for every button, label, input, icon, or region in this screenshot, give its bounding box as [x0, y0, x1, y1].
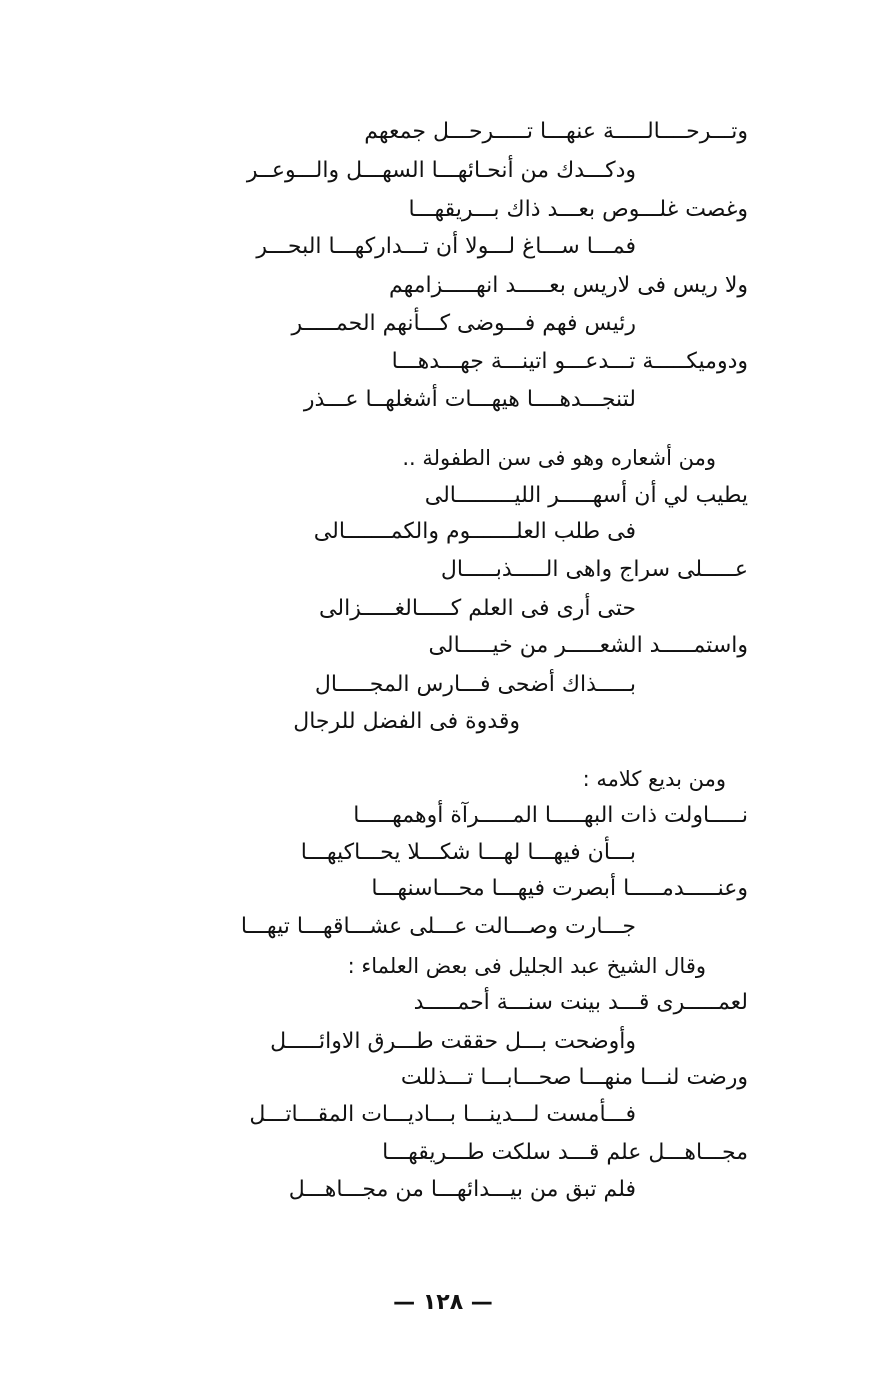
poem4-line-2: وأوضحت بـــل حققت طـــرق الاوائـــــل	[270, 1029, 636, 1054]
poem1-line-5: ولا ريس فى لاريس بعـــــد انهـــــزامهم	[388, 273, 748, 298]
poem1-line-6: رئيس فهم فـــوضى كـــأنهم الحمـــــر	[291, 311, 636, 336]
poem1-line-2: ودكـــدك من أنحـائهـــا السهـــل والـــوعــر	[246, 158, 636, 183]
poem4-line-4: فـــأمست لـــدينـــا بـــاديـــات المقـــاتـــل	[249, 1102, 636, 1127]
poem4-line-6: فلم تبق من بيـــدائهـــا من مجـــاهـــل	[288, 1177, 636, 1202]
poem1-line-8: لتنجـــدهــــا هيهـــات أشغلهــا عـــذر	[303, 387, 636, 412]
poem1-line-1: وتـــرحــــالـــــة عنهـــا تـــــرحـــل جمعهم	[364, 119, 748, 144]
section-heading-abduljalil: وقال الشيخ عبد الجليل فى بعض العلماء :	[347, 954, 706, 978]
poem2-line-6: بـــــذاك أضحى فـــارس المجـــــال	[314, 672, 636, 697]
poem2-line-5: واستمـــــد الشعـــــر من خيـــــالى	[428, 633, 748, 658]
poem4-line-3: ورضت لنـــا منهـــا صحـــابـــا تـــذللت	[400, 1065, 748, 1090]
poem2-line-3: عـــــلى سراج واهى الـــــذبـــــال	[440, 557, 748, 582]
poem2-closing-line: وقدوة فى الفضل للرجال	[293, 709, 520, 734]
section-heading-eloquence: ومن بديع كلامه :	[582, 767, 726, 791]
poem3-line-2: بـــأن فيهـــا لهـــا شكـــلا يحـــاكيهـــا	[300, 840, 636, 865]
poem4-line-5: مجـــاهـــل علم قـــد سلكت طـــريقهـــا	[382, 1140, 748, 1165]
poem1-line-3: وغصت غلـــوص بعـــد ذاك بـــريقهـــا	[408, 197, 748, 222]
poem3-line-1: نـــــاولت ذات البهـــــا المـــــرآة أوهمهـــــا	[353, 803, 748, 828]
poem1-line-4: فمـــا ســـاغ لـــولا أن تـــداركهـــا البحـــر	[256, 234, 636, 259]
poem3-line-3: وعنـــــدمـــــا أبصرت فيهـــا محـــاسنهـــا	[371, 876, 748, 901]
poem4-line-1: لعمـــــرى قـــد بينت سنـــة أحمـــــد	[413, 990, 748, 1015]
poem1-line-7: ودوميكـــــة تـــدعـــو اتينـــة جهـــدهـــا	[391, 349, 748, 374]
page-number: — ١٢٨ —	[393, 1290, 493, 1315]
section-heading-childhood: ومن أشعاره وهو فى سن الطفولة ..	[402, 446, 716, 470]
poem3-line-4: جـــارت وصـــالت عـــلى عشـــاقهـــا تيهـــا	[240, 914, 636, 939]
poem2-line-2: فى طلب العلـــــــوم والكمـــــــالى	[313, 519, 636, 544]
poem2-line-4: حتى أرى فى العلم كـــــالغـــــزالى	[319, 596, 636, 621]
poem2-line-1: يطيب لي أن أسهـــــر الليـــــــــالى	[424, 483, 748, 508]
